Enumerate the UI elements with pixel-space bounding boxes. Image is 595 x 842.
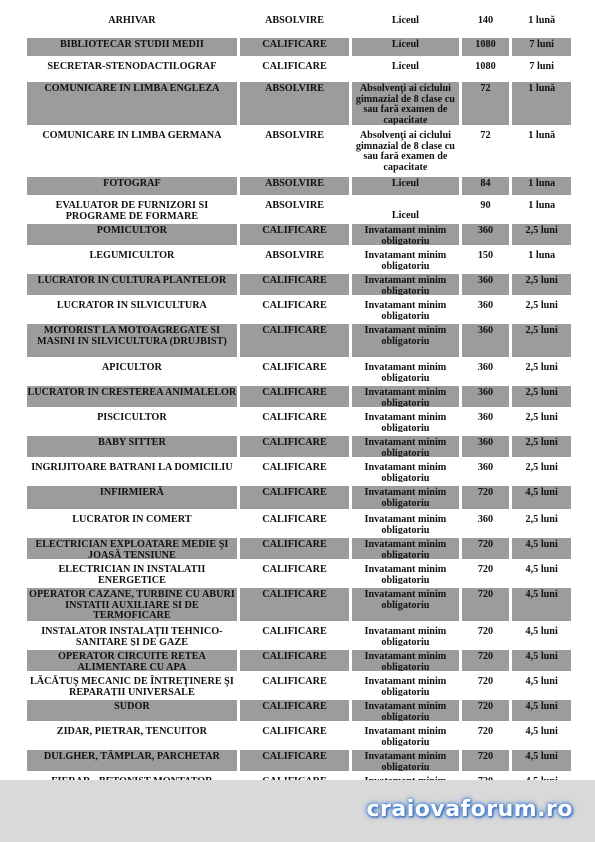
entry-requirement: Liceul [391,210,419,221]
course-type: CALIFICARE [240,700,349,721]
entry-requirement: Invatamant minim obligatoriu [364,412,447,432]
course-duration: 1 lună [528,130,556,141]
course-duration: 1 luna [528,200,556,211]
course-hours: 360 [462,274,510,295]
entry-requirement: Invatamant minim obligatoriu [364,300,447,320]
course-duration: 1 lună [528,15,556,26]
course-name: LUCRATOR IN COMERT [72,514,192,525]
entry-requirement: Invatamant minim obligatoriu [352,436,458,457]
course-name: ELECTRICIAN IN INSTALATII ENERGETICE [58,564,206,584]
course-name: LĂCĂTUŞ MECANIC DE ÎNTREŢINERE ŞI REPARAŢII UNIVERSALE [30,676,234,696]
course-duration: 4,5 luni [512,588,571,621]
course-name: LUCRATOR IN CULTURA PLANTELOR [27,274,237,295]
course-hours: 1080 [475,61,496,72]
table-row [27,38,571,56]
course-duration: 2,5 luni [525,462,558,473]
course-type: CALIFICARE [240,538,349,559]
entry-requirement: Invatamant minim obligatoriu [352,650,458,671]
course-duration: 4,5 luni [512,650,571,671]
course-type: CALIFICARE [262,626,327,637]
entry-requirement: Liceul [352,177,458,195]
course-type: CALIFICARE [262,300,327,311]
course-type: CALIFICARE [240,324,349,357]
entry-requirement: Invatamant minim obligatoriu [352,486,458,509]
course-type: ABSOLVIRE [264,200,325,211]
course-duration: 4,5 luni [525,564,558,575]
course-duration: 2,5 luni [512,324,571,357]
course-hours: 720 [462,650,510,671]
table-row [27,60,571,78]
course-type: CALIFICARE [262,61,327,72]
course-hours: 720 [462,750,510,771]
entry-requirement: Invatamant minim obligatoriu [364,564,447,584]
entry-requirement: Invatamant minim obligatoriu [364,626,447,646]
table-row [27,700,571,721]
course-hours: 360 [477,300,494,311]
course-hours: 360 [477,514,494,525]
table-row [27,675,571,696]
entry-requirement: Invatamant minim obligatoriu [352,386,458,407]
course-name: COMUNICARE IN LIMBA GERMANA [42,130,222,141]
course-duration: 4,5 luni [525,626,558,637]
course-name: SUDOR [27,700,237,721]
course-name: ELECTRICIAN EXPLOATARE MEDIE ŞI JOASĂ TENSIUNE [27,538,237,559]
course-name: LUCRATOR IN CRESTEREA ANIMALELOR [27,386,237,407]
course-name: LUCRATOR IN SILVICULTURA [56,300,207,311]
table-row [27,538,571,559]
course-name: INFIRMIERĂ [27,486,237,509]
table-row [27,386,571,407]
course-hours: 360 [477,462,494,473]
entry-requirement: Invatamant minim obligatoriu [352,274,458,295]
table-row [27,411,571,432]
course-duration: 2,5 luni [525,362,558,373]
course-type: CALIFICARE [262,564,327,575]
entry-requirement: Liceul [391,61,419,72]
course-duration: 2,5 luni [525,514,558,525]
table-row [27,461,571,482]
course-name: POMICULTOR [27,224,237,245]
course-duration: 2,5 luni [525,300,558,311]
course-type: CALIFICARE [240,588,349,621]
course-name: INSTALATOR INSTALAŢII TEHNICO-SANITARE ŞI DE GAZE [41,626,223,646]
table-row [27,324,571,357]
table-row [27,725,571,746]
course-hours: 150 [477,250,494,261]
course-duration: 7 luni [512,38,571,56]
course-type: CALIFICARE [262,462,327,473]
course-hours: 720 [477,676,494,687]
course-duration: 2,5 luni [512,386,571,407]
course-hours: 72 [480,130,491,141]
course-duration: 1 luna [512,177,571,195]
course-type: ABSOLVIRE [264,250,325,261]
course-hours: 360 [462,436,510,457]
table-row [27,361,571,382]
course-type: CALIFICARE [262,726,327,737]
course-hours: 360 [462,386,510,407]
course-type: ABSOLVIRE [240,82,349,125]
entry-requirement: Invatamant minim obligatoriu [352,324,458,357]
table-row [27,750,571,771]
course-hours: 84 [462,177,510,195]
course-type: CALIFICARE [240,750,349,771]
course-type: CALIFICARE [240,486,349,509]
course-duration: 7 luni [529,61,554,72]
course-name: APICULTOR [101,362,162,373]
course-type: CALIFICARE [240,224,349,245]
entry-requirement: Invatamant minim obligatoriu [352,224,458,245]
course-type: CALIFICARE [240,38,349,56]
table-row [27,650,571,671]
course-duration: 2,5 luni [512,224,571,245]
entry-requirement: Invatamant minim obligatoriu [352,750,458,771]
table-row [27,274,571,295]
table-row [27,129,571,173]
course-hours: 1080 [462,38,510,56]
course-hours: 720 [462,486,510,509]
table-row [27,224,571,245]
table-row [27,199,571,221]
course-hours: 720 [477,726,494,737]
course-name: SECRETAR-STENODACTILOGRAF [47,61,217,72]
table-row [27,588,571,621]
course-name: COMUNICARE IN LIMBA ENGLEZA [27,82,237,125]
course-duration: 4,5 luni [512,538,571,559]
course-duration: 4,5 luni [512,750,571,771]
course-hours: 720 [477,564,494,575]
table-row [27,177,571,195]
course-name: DULGHER, TÂMPLAR, PARCHETAR [27,750,237,771]
course-duration: 4,5 luni [512,700,571,721]
course-name: OPERATOR CIRCUITE RETEA ALIMENTARE CU APA [27,650,237,671]
course-duration: 2,5 luni [525,412,558,423]
entry-requirement: Invatamant minim obligatoriu [352,538,458,559]
course-name: EVALUATOR DE FURNIZORI SI PROGRAME DE FORMARE [55,200,209,221]
course-type: CALIFICARE [240,650,349,671]
course-name: ZIDAR, PIETRAR, TENCUITOR [56,726,207,737]
course-hours: 360 [477,412,494,423]
course-duration: 2,5 luni [512,274,571,295]
course-hours: 720 [462,588,510,621]
entry-requirement: Liceul [352,38,458,56]
course-hours: 720 [462,700,510,721]
course-name: BABY SITTER [27,436,237,457]
course-name: OPERATOR CAZANE, TURBINE CU ABURI INSTATII AUXILIARE SI DE TERMOFICARE [27,588,237,621]
course-type: CALIFICARE [262,412,327,423]
entry-requirement: Invatamant minim obligatoriu [364,462,447,482]
table-row [27,513,571,534]
course-type: CALIFICARE [240,386,349,407]
site-watermark: craiovaforum.ro [366,797,573,822]
course-hours: 90 [480,200,491,211]
course-duration: 1 luna [528,250,556,261]
course-hours: 720 [462,538,510,559]
table-row [27,249,571,270]
course-type: CALIFICARE [262,514,327,525]
course-type: CALIFICARE [240,436,349,457]
course-duration: 4,5 luni [512,486,571,509]
course-hours: 72 [462,82,510,125]
table-row [27,14,571,34]
course-hours: 360 [462,224,510,245]
course-name: BIBLIOTECAR STUDII MEDII [27,38,237,56]
entry-requirement: Invatamant minim obligatoriu [364,362,447,382]
entry-requirement: Invatamant minim obligatoriu [352,588,458,621]
entry-requirement: Invatamant minim obligatoriu [364,726,447,746]
course-name: LEGUMICULTOR [89,250,175,261]
course-type: ABSOLVIRE [264,15,325,26]
entry-requirement: Liceul [391,15,419,26]
table-row [27,486,571,509]
table-row [27,82,571,125]
course-hours: 360 [477,362,494,373]
course-hours: 720 [477,626,494,637]
entry-requirement: Invatamant minim obligatoriu [364,676,447,696]
course-duration: 4,5 luni [525,676,558,687]
course-type: ABSOLVIRE [240,177,349,195]
course-name: INGRIJITOARE BATRANI LA DOMICILIU [31,462,233,473]
table-row [27,625,571,646]
course-duration: 4,5 luni [525,726,558,737]
table-row [27,563,571,584]
course-hours: 140 [477,15,494,26]
entry-requirement: Invatamant minim obligatoriu [364,514,447,534]
course-type: CALIFICARE [240,274,349,295]
entry-requirement: Invatamant minim obligatoriu [364,250,447,270]
course-type: CALIFICARE [262,362,327,373]
course-type: CALIFICARE [262,676,327,687]
course-name: FOTOGRAF [27,177,237,195]
course-name: MOTORIST LA MOTOAGREGATE SI MASINI IN SILVICULTURA (DRUJBIST) [27,324,237,357]
entry-requirement: Invatamant minim obligatoriu [352,700,458,721]
table-row [27,299,571,320]
course-name: PISCICULTOR [97,412,167,423]
course-duration: 1 lună [512,82,571,125]
course-type: ABSOLVIRE [264,130,325,141]
course-hours: 360 [462,324,510,357]
entry-requirement: Absolvenţi ai ciclului gimnazial de 8 clase cu sau fară examen de capacitate [352,82,458,125]
course-name: ARHIVAR [108,15,156,26]
course-duration: 2,5 luni [512,436,571,457]
table-row [27,436,571,457]
entry-requirement: Absolvenţi ai ciclului gimnazial de 8 clase cu sau fară examen de capacitate [355,130,455,173]
